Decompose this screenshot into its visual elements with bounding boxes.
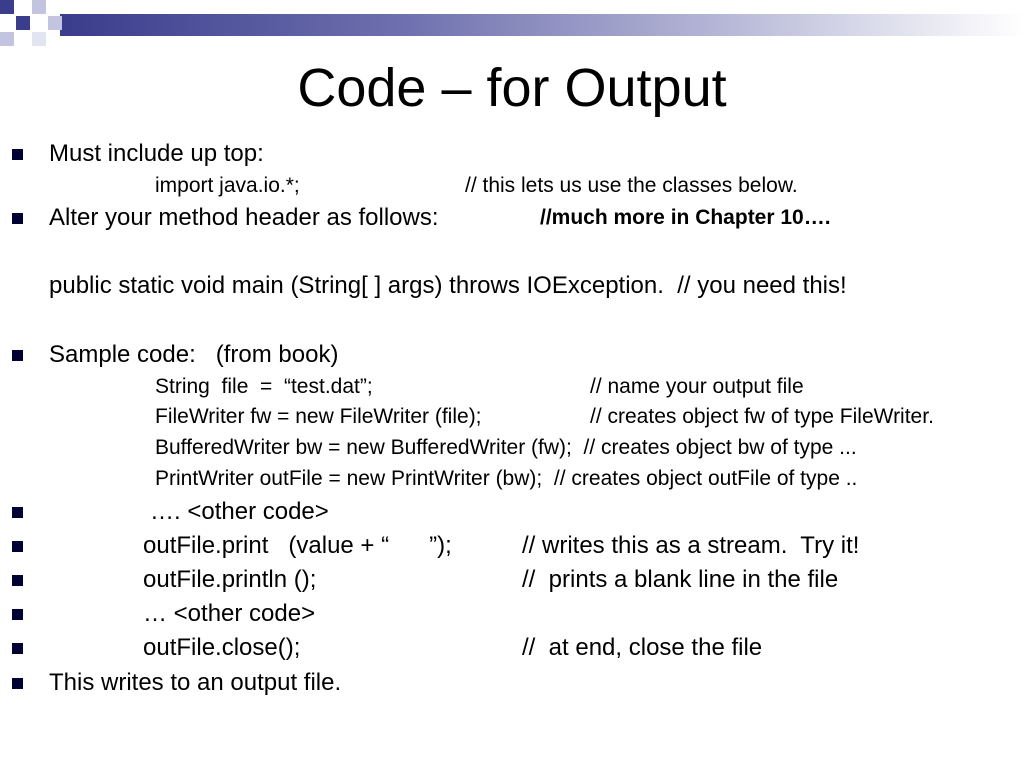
deco-square	[48, 16, 62, 30]
bullet-icon	[12, 643, 23, 654]
title-gradient-band	[60, 14, 1024, 36]
bullet-icon	[12, 541, 23, 552]
main-signature: public static void main (String[ ] args) throws IOException. // you need this!	[49, 272, 847, 299]
chapter-note: //much more in Chapter 10….	[540, 206, 831, 229]
print-statement: outFile.print (value + “ ”);	[143, 532, 452, 559]
println-comment: // prints a blank line in the file	[522, 566, 839, 593]
bullet-icon	[12, 609, 23, 620]
import-statement: import java.io.*;	[155, 174, 300, 197]
title-decoration	[0, 0, 1024, 48]
import-comment: // this lets us use the classes below.	[465, 174, 798, 197]
bullet-icon	[12, 575, 23, 586]
println-statement: outFile.println ();	[143, 566, 317, 593]
alter-header-text: Alter your method header as follows:	[49, 204, 439, 231]
bullet-icon	[12, 678, 23, 689]
must-include-text: Must include up top:	[49, 140, 264, 167]
sample-code-text: Sample code: (from book)	[49, 341, 339, 368]
deco-square	[32, 0, 46, 14]
code-string-line: String file = “test.dat”;	[155, 375, 373, 398]
other-code-text: …. <other code>	[150, 498, 329, 525]
other-code-text: … <other code>	[143, 600, 316, 627]
print-comment: // writes this as a stream. Try it!	[522, 532, 860, 559]
close-comment: // at end, close the file	[522, 634, 763, 661]
bullet-icon	[12, 149, 23, 160]
deco-square	[0, 32, 14, 46]
code-filewriter-line: FileWriter fw = new FileWriter (file);	[155, 405, 482, 428]
code-printwriter-line: PrintWriter outFile = new PrintWriter (bw); // creates object outFile of type ..	[155, 467, 858, 490]
code-buffered-line: BufferedWriter bw = new BufferedWriter (fw); // creates object bw of type ...	[155, 436, 857, 459]
bullet-icon	[12, 213, 23, 224]
code-filewriter-comment: // creates object fw of type FileWriter.	[590, 405, 934, 428]
bullet-icon	[12, 507, 23, 518]
close-statement: outFile.close();	[143, 634, 301, 661]
deco-square	[0, 0, 14, 14]
deco-square	[16, 16, 30, 30]
code-string-comment: // name your output file	[590, 375, 804, 398]
final-line-text: This writes to an output file.	[49, 669, 342, 696]
bullet-icon	[12, 350, 23, 361]
slide-title: Code – for Output	[297, 58, 727, 118]
deco-square	[32, 32, 46, 46]
